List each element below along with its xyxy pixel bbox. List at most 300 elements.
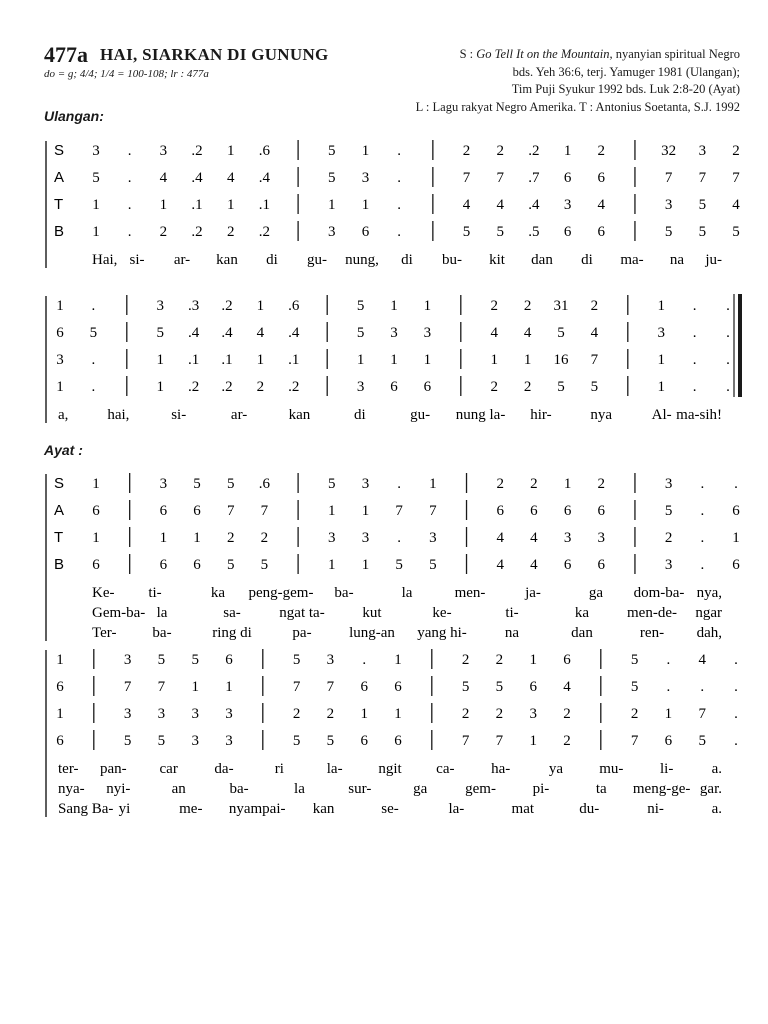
note: 1 bbox=[394, 652, 402, 668]
note: 3 bbox=[157, 706, 166, 722]
note: 4 bbox=[256, 325, 265, 341]
note: 2 bbox=[597, 476, 606, 492]
lyric-syllable: ta bbox=[595, 781, 607, 797]
note: 4 bbox=[698, 652, 706, 668]
note: 1 bbox=[360, 706, 368, 722]
note: 5 bbox=[395, 557, 403, 573]
note: 2 bbox=[563, 706, 571, 722]
note: 2 bbox=[461, 652, 470, 668]
lyric-syllable: ga bbox=[588, 585, 604, 601]
voice-label: A bbox=[54, 169, 65, 186]
note: 1 bbox=[156, 352, 164, 368]
note: 3 bbox=[563, 197, 572, 213]
lyric-syllable: ma-sih! bbox=[676, 407, 722, 423]
note: 3 bbox=[159, 476, 168, 492]
note: 6 bbox=[597, 557, 606, 573]
lyric-syllable: na bbox=[504, 625, 520, 641]
note: 6 bbox=[563, 557, 572, 573]
note: . bbox=[692, 298, 697, 314]
note: .1 bbox=[288, 352, 300, 368]
song-source-title: Go Tell It on the Mountain, bbox=[476, 47, 613, 61]
lyric-syllable: pa- bbox=[292, 625, 312, 641]
note: .1 bbox=[221, 352, 233, 368]
note: 4 bbox=[462, 197, 471, 213]
note: 1 bbox=[657, 352, 665, 368]
lyric-syllable: se- bbox=[381, 801, 399, 817]
note: 32 bbox=[661, 143, 677, 159]
voice-label: B bbox=[54, 223, 65, 240]
note: 6 bbox=[225, 652, 233, 668]
lyric-syllable: di bbox=[401, 252, 413, 268]
lyric-syllable: nya, bbox=[696, 585, 722, 601]
note: .2 bbox=[221, 379, 233, 395]
lyric-syllable: kan bbox=[216, 252, 238, 268]
note: 2 bbox=[490, 379, 498, 395]
lyric-syllable: ya bbox=[548, 761, 564, 777]
lyric-syllable: ren- bbox=[639, 625, 665, 641]
lyric-syllable: ri bbox=[274, 761, 284, 777]
note: .4 bbox=[288, 325, 300, 341]
note: 3 bbox=[429, 530, 437, 546]
note: 2 bbox=[496, 143, 504, 159]
note: 2 bbox=[732, 143, 740, 159]
note: 1 bbox=[191, 679, 199, 695]
note: 6 bbox=[597, 170, 606, 186]
lyric-syllable: kut bbox=[362, 605, 382, 621]
lyric-syllable: yang hi- bbox=[417, 625, 467, 641]
lyric-syllable: nyampai- bbox=[228, 801, 286, 817]
note: 6 bbox=[56, 679, 64, 695]
note: 2 bbox=[326, 706, 335, 722]
credits-line-4: L : Lagu rakyat Negro Amerika. T : Antonius Soetanta, S.J. 1992 bbox=[415, 99, 740, 114]
note: 2 bbox=[256, 379, 265, 395]
note: . bbox=[397, 530, 402, 546]
lyric-syllable: nung, bbox=[345, 252, 379, 268]
note: 1 bbox=[159, 530, 168, 546]
section-label-refrain: Ulangan: bbox=[44, 108, 104, 124]
note: 1 bbox=[226, 143, 235, 159]
note: 5 bbox=[292, 733, 301, 749]
note: . bbox=[127, 224, 132, 240]
note: . bbox=[666, 679, 671, 695]
note: . bbox=[700, 530, 705, 546]
note: 6 bbox=[563, 503, 572, 519]
note: 7 bbox=[292, 679, 301, 695]
note: 5 bbox=[157, 733, 166, 749]
lyric-syllable: la- bbox=[448, 801, 465, 817]
lyric-syllable: si- bbox=[129, 252, 145, 268]
note: .4 bbox=[187, 325, 200, 341]
note: 7 bbox=[226, 503, 235, 519]
note: 7 bbox=[123, 679, 132, 695]
lyric-syllable: ca- bbox=[436, 761, 455, 777]
lyric-syllable: hir- bbox=[530, 407, 552, 423]
note: 7 bbox=[630, 733, 639, 749]
note: 5 bbox=[328, 143, 336, 159]
note: 6 bbox=[394, 679, 402, 695]
note: 7 bbox=[732, 170, 740, 186]
note: 5 bbox=[356, 298, 365, 314]
lyric-syllable: dan bbox=[531, 252, 553, 268]
note: 1 bbox=[429, 476, 437, 492]
note: 1 bbox=[423, 298, 432, 314]
lyric-syllable: ga bbox=[413, 781, 428, 797]
note: 1 bbox=[361, 503, 370, 519]
note: 2 bbox=[462, 143, 471, 159]
note: 3 bbox=[664, 197, 673, 213]
lyric-syllable: ring di bbox=[212, 625, 252, 641]
note: 1 bbox=[732, 530, 740, 546]
credits-line-1: S : Go Tell It on the Mountain, nyanyian spiritual Negro bbox=[459, 47, 740, 61]
note: 5 bbox=[698, 224, 707, 240]
lyric-syllable: ar- bbox=[173, 252, 191, 268]
note: 3 bbox=[356, 379, 365, 395]
note: 7 bbox=[495, 733, 504, 749]
note: .6 bbox=[258, 143, 271, 159]
note: 2 bbox=[664, 530, 673, 546]
note: .2 bbox=[221, 298, 233, 314]
note: 3 bbox=[563, 530, 572, 546]
note: . bbox=[127, 197, 132, 213]
lyric-syllable: nya bbox=[590, 407, 613, 423]
note: . bbox=[91, 352, 96, 368]
note: 16 bbox=[553, 352, 569, 368]
lyric-syllable: dan bbox=[571, 625, 593, 641]
note: . bbox=[362, 652, 367, 668]
lyric-syllable: na bbox=[669, 252, 685, 268]
note: 5 bbox=[226, 476, 235, 492]
note: . bbox=[700, 557, 705, 573]
note: 2 bbox=[597, 143, 606, 159]
note: 5 bbox=[495, 679, 504, 695]
note: 3 bbox=[159, 143, 168, 159]
note: 5 bbox=[461, 679, 470, 695]
lyric-syllable: di bbox=[353, 407, 366, 423]
note: 1 bbox=[256, 352, 265, 368]
note: 5 bbox=[260, 557, 269, 573]
lyric-syllable: ha- bbox=[491, 761, 511, 777]
note: 6 bbox=[732, 503, 740, 519]
lyric-syllable: ma- bbox=[620, 252, 644, 268]
note: 6 bbox=[56, 325, 64, 341]
note: 3 bbox=[225, 733, 233, 749]
note: 5 bbox=[356, 325, 365, 341]
note: . bbox=[666, 652, 671, 668]
note: . bbox=[734, 706, 738, 722]
lyric-syllable: yi bbox=[118, 801, 131, 817]
note: 6 bbox=[361, 224, 370, 240]
note: .2 bbox=[187, 379, 200, 395]
note: 1 bbox=[226, 197, 235, 213]
lyric-syllable: Hai, bbox=[92, 252, 118, 268]
lyric-syllable: men-de- bbox=[627, 605, 677, 621]
note: . bbox=[127, 143, 132, 159]
note: 5 bbox=[630, 679, 639, 695]
note: 6 bbox=[394, 733, 402, 749]
lyric-syllable: ka bbox=[574, 605, 590, 621]
voice-label: T bbox=[54, 529, 64, 546]
note: .2 bbox=[288, 379, 300, 395]
note: .1 bbox=[258, 197, 271, 213]
lyric-syllable: ka bbox=[210, 585, 226, 601]
note: . bbox=[734, 652, 738, 668]
note: .5 bbox=[528, 224, 540, 240]
note: 3 bbox=[664, 557, 673, 573]
lyric-syllable: an bbox=[171, 781, 186, 797]
note: . bbox=[91, 379, 96, 395]
note: 6 bbox=[159, 557, 168, 573]
note: 1 bbox=[390, 352, 398, 368]
note: 6 bbox=[360, 733, 368, 749]
note: 3 bbox=[361, 530, 370, 546]
lyric-syllable: sur- bbox=[348, 781, 372, 797]
note: 2 bbox=[496, 476, 504, 492]
note: 1 bbox=[390, 298, 398, 314]
note: 1 bbox=[328, 557, 336, 573]
note: 4 bbox=[563, 679, 571, 695]
note: 7 bbox=[698, 706, 706, 722]
note: 1 bbox=[56, 652, 64, 668]
note: . bbox=[734, 476, 738, 492]
note: 4 bbox=[523, 325, 532, 341]
note: 3 bbox=[191, 733, 199, 749]
lyric-syllable: la bbox=[401, 585, 413, 601]
note: 7 bbox=[462, 170, 471, 186]
lyric-syllable: ter- bbox=[58, 761, 79, 777]
note: 2 bbox=[490, 298, 498, 314]
lyric-syllable: la bbox=[156, 605, 168, 621]
note: 5 bbox=[193, 476, 201, 492]
lyric-syllable: du- bbox=[579, 801, 600, 817]
note: 4 bbox=[496, 530, 504, 546]
lyric-syllable: Al- bbox=[651, 407, 672, 423]
note: 3 bbox=[597, 530, 606, 546]
note: . bbox=[734, 733, 738, 749]
note: 4 bbox=[530, 557, 538, 573]
note: 2 bbox=[630, 706, 639, 722]
note: 7 bbox=[429, 503, 437, 519]
lyric-syllable: di bbox=[266, 252, 278, 268]
note: 7 bbox=[590, 352, 599, 368]
note: .4 bbox=[258, 170, 271, 186]
note: 2 bbox=[563, 733, 571, 749]
note: .4 bbox=[221, 325, 233, 341]
note: 5 bbox=[226, 557, 235, 573]
note: 6 bbox=[732, 557, 740, 573]
note: 1 bbox=[328, 503, 336, 519]
hymn-title: HAI, SIARKAN DI GUNUNG bbox=[100, 45, 329, 64]
note: 1 bbox=[92, 476, 100, 492]
note: 1 bbox=[56, 298, 64, 314]
voice-label: S bbox=[54, 475, 65, 492]
voice-label: S bbox=[54, 142, 65, 159]
note: 3 bbox=[328, 224, 336, 240]
lyric-syllable: ba- bbox=[229, 781, 249, 797]
lyric-syllable: kan bbox=[288, 407, 311, 423]
lyric-syllable: ja- bbox=[525, 585, 541, 601]
lyric-syllable: me- bbox=[179, 801, 203, 817]
note: 7 bbox=[395, 503, 403, 519]
credits-line-3: Tim Puji Syukur 1992 bds. Luk 2:8-20 (Ayat) bbox=[511, 82, 740, 96]
note: . bbox=[397, 170, 402, 186]
hymn-number: 477a bbox=[44, 42, 88, 67]
note: 1 bbox=[92, 224, 100, 240]
note: 1 bbox=[361, 197, 370, 213]
note: 7 bbox=[698, 170, 707, 186]
note: . bbox=[91, 298, 96, 314]
lyric-syllable: Ke- bbox=[92, 585, 115, 601]
note: 7 bbox=[461, 733, 470, 749]
note: .7 bbox=[528, 170, 540, 186]
voice-label: B bbox=[54, 556, 65, 573]
lyric-syllable: sa- bbox=[223, 605, 241, 621]
note: 5 bbox=[123, 733, 132, 749]
note: 2 bbox=[523, 379, 532, 395]
lyric-syllable: da- bbox=[214, 761, 234, 777]
note: 4 bbox=[530, 530, 538, 546]
note: 6 bbox=[92, 503, 100, 519]
note: 1 bbox=[529, 652, 537, 668]
note: 5 bbox=[156, 325, 164, 341]
lyric-syllable: Ter- bbox=[92, 625, 117, 641]
note: 5 bbox=[326, 733, 335, 749]
note: 2 bbox=[260, 530, 269, 546]
note: 4 bbox=[597, 197, 606, 213]
note: 1 bbox=[423, 352, 432, 368]
lyric-syllable: mat bbox=[511, 801, 535, 817]
note: . bbox=[397, 197, 402, 213]
note: 2 bbox=[590, 298, 599, 314]
note: 7 bbox=[157, 679, 166, 695]
lyric-syllable: gu- bbox=[307, 252, 327, 268]
note: .6 bbox=[258, 476, 271, 492]
note: 1 bbox=[92, 530, 100, 546]
note: 2 bbox=[530, 476, 538, 492]
lyric-syllable: dom-ba- bbox=[633, 585, 685, 601]
lyric-syllable: ngar bbox=[695, 605, 722, 621]
note: 2 bbox=[461, 706, 470, 722]
note: 5 bbox=[89, 325, 98, 341]
lyric-syllable: lung-an bbox=[349, 625, 395, 641]
note: 6 bbox=[597, 503, 606, 519]
note: 3 bbox=[328, 530, 336, 546]
note: . bbox=[397, 143, 402, 159]
note: 6 bbox=[597, 224, 606, 240]
note: 5 bbox=[328, 476, 336, 492]
note: 2 bbox=[159, 224, 168, 240]
lyric-syllable: gar. bbox=[699, 781, 722, 797]
lyric-syllable: a. bbox=[711, 801, 722, 817]
lyric-syllable: pan- bbox=[100, 761, 127, 777]
lyric-syllable: ti- bbox=[505, 605, 519, 621]
note: 5 bbox=[664, 224, 673, 240]
note: 1 bbox=[563, 143, 572, 159]
lyric-syllable: car bbox=[159, 761, 178, 777]
note: 3 bbox=[123, 706, 132, 722]
note: 1 bbox=[529, 733, 537, 749]
lyric-syllable: ju- bbox=[705, 252, 722, 268]
key-tempo-info: do = g; 4/4; 1/4 = 100-108; lr : 477a bbox=[44, 68, 209, 80]
note: 5 bbox=[630, 652, 639, 668]
note: 3 bbox=[326, 652, 335, 668]
note: 6 bbox=[563, 652, 571, 668]
note: 6 bbox=[496, 503, 504, 519]
note: . bbox=[726, 379, 730, 395]
note: 6 bbox=[390, 379, 398, 395]
note: 4 bbox=[159, 170, 168, 186]
note: 6 bbox=[92, 557, 100, 573]
lyric-syllable: nyi- bbox=[106, 781, 131, 797]
note: 1 bbox=[156, 379, 164, 395]
note: 1 bbox=[361, 143, 370, 159]
section-label-verse: Ayat : bbox=[44, 442, 83, 458]
lyric-syllable: nung la- bbox=[455, 407, 506, 423]
note: 1 bbox=[394, 706, 402, 722]
note: 1 bbox=[56, 379, 64, 395]
note: 5 bbox=[496, 224, 504, 240]
note: .2 bbox=[258, 224, 271, 240]
note: 7 bbox=[326, 679, 335, 695]
lyric-syllable: bu- bbox=[442, 252, 462, 268]
note: 3 bbox=[664, 476, 673, 492]
note: 1 bbox=[664, 706, 673, 722]
note: 6 bbox=[563, 170, 572, 186]
note: 2 bbox=[495, 706, 504, 722]
note: 1 bbox=[356, 352, 365, 368]
lyric-syllable: ngat ta- bbox=[279, 605, 325, 621]
lyric-syllable: ngit bbox=[378, 761, 402, 777]
lyric-syllable: men- bbox=[454, 585, 486, 601]
note: 1 bbox=[328, 197, 336, 213]
lyric-syllable: di bbox=[581, 252, 593, 268]
note: 4 bbox=[496, 557, 504, 573]
note: 7 bbox=[260, 503, 269, 519]
note: 6 bbox=[423, 379, 432, 395]
note: 31 bbox=[553, 298, 569, 314]
note: 5 bbox=[732, 224, 740, 240]
note: 5 bbox=[698, 733, 706, 749]
note: 3 bbox=[225, 706, 233, 722]
lyric-syllable: meng-ge- bbox=[632, 781, 691, 797]
note: 5 bbox=[191, 652, 199, 668]
lyric-syllable: kit bbox=[489, 252, 505, 268]
note: 1 bbox=[657, 379, 665, 395]
note: 1 bbox=[193, 530, 201, 546]
note: 2 bbox=[523, 298, 532, 314]
note: 5 bbox=[292, 652, 301, 668]
note: 5 bbox=[664, 503, 673, 519]
note: 3 bbox=[529, 706, 537, 722]
note: . bbox=[692, 352, 697, 368]
lyric-syllable: gu- bbox=[410, 407, 431, 423]
voice-label: A bbox=[54, 502, 65, 519]
note: . bbox=[692, 379, 697, 395]
lyric-syllable: nya- bbox=[58, 781, 85, 797]
note: 3 bbox=[657, 325, 665, 341]
note: .4 bbox=[528, 197, 540, 213]
lyric-syllable: li- bbox=[659, 761, 674, 777]
note: . bbox=[397, 224, 402, 240]
note: 6 bbox=[360, 679, 368, 695]
note: 6 bbox=[530, 503, 538, 519]
note: 1 bbox=[563, 476, 572, 492]
lyric-syllable: ke- bbox=[432, 605, 452, 621]
note: 3 bbox=[123, 652, 132, 668]
note: 3 bbox=[390, 325, 398, 341]
note: 4 bbox=[226, 170, 235, 186]
note: 3 bbox=[156, 298, 164, 314]
note: 6 bbox=[56, 733, 64, 749]
